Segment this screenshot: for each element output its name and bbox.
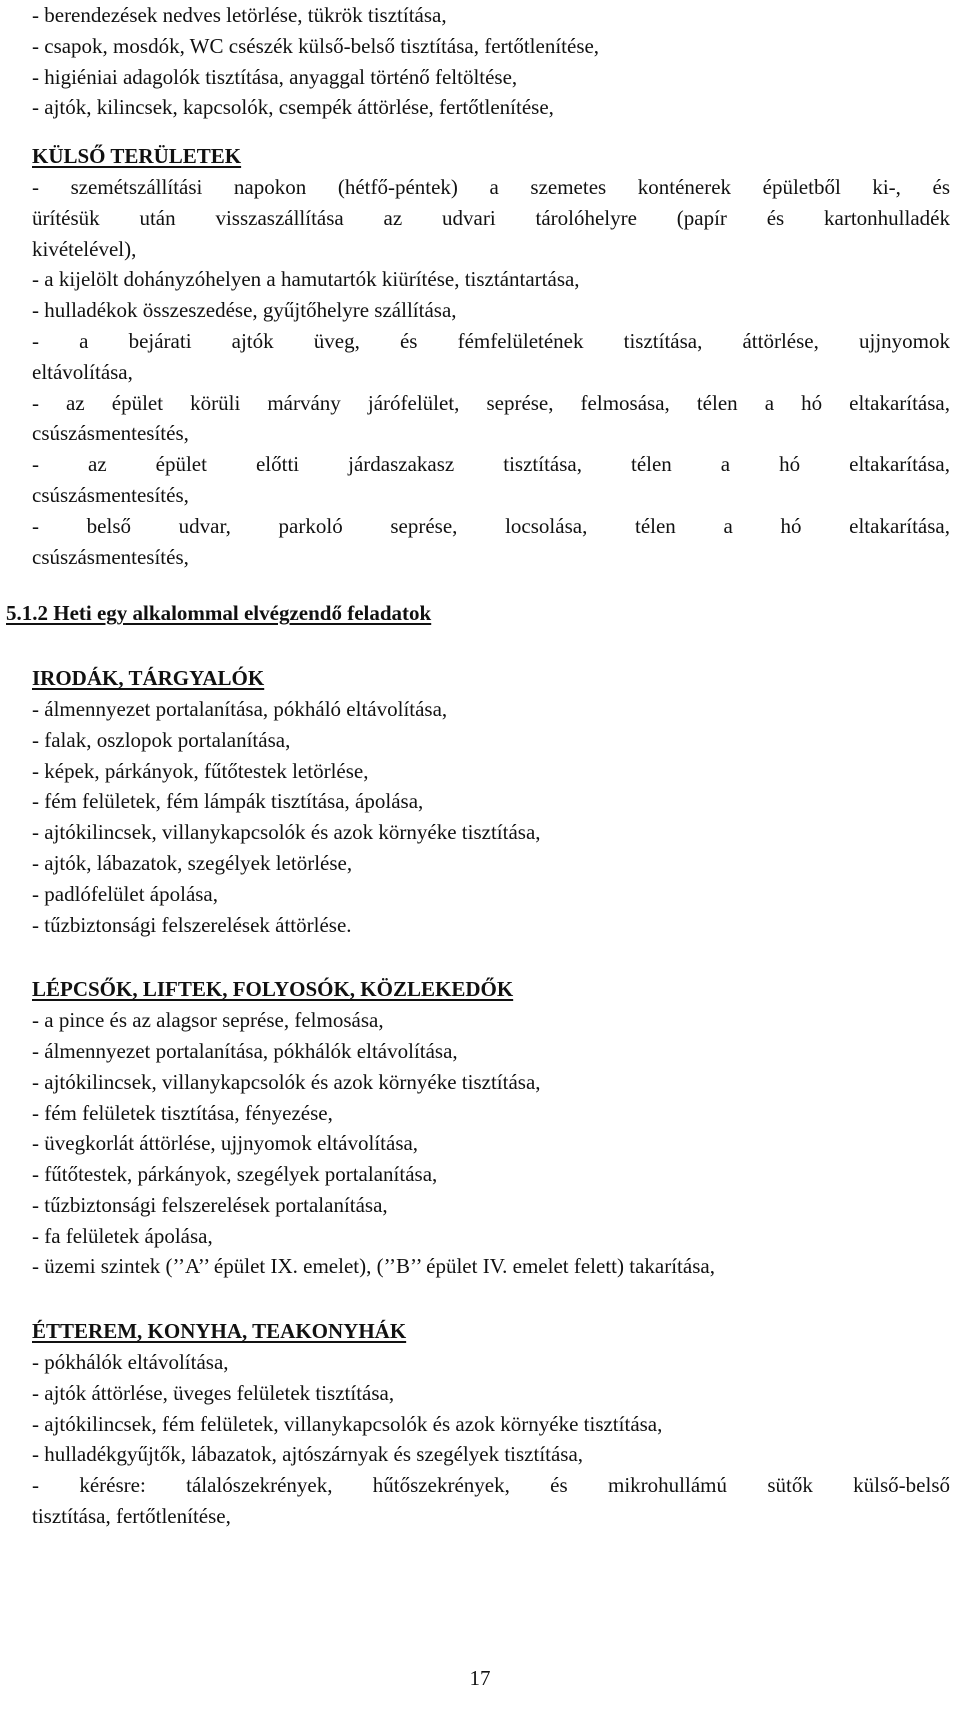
- list-item: - pókhálók eltávolítása,: [32, 1350, 229, 1375]
- list-item: - ajtók áttörlése, üveges felületek tisztítása,: [32, 1380, 395, 1405]
- list-item: - a kijelölt dohányzóhelyen a hamutartók kiürítése, tisztántartása,: [32, 267, 580, 292]
- list-item: - álmennyezet portalanítása, pókháló eltávolítása,: [32, 696, 448, 721]
- list-item: kivételével),: [32, 236, 137, 261]
- section-heading-irodak: IRODÁK, TÁRGYALÓK: [32, 666, 265, 691]
- list-item: - ajtókilincsek, fém felületek, villanykapcsolók és azok környéke tisztítása,: [32, 1411, 663, 1436]
- list-item: - tűzbiztonsági felszerelések áttörlése.: [32, 912, 352, 937]
- list-item: - fa felületek ápolása,: [32, 1223, 213, 1248]
- list-item: - padlófelület ápolása,: [32, 881, 219, 906]
- kulso-list: [32, 172, 950, 572]
- list-item: ürítésük után visszaszállítása az udvari tárolóhelyre (papír és kartonhulladék: [32, 205, 950, 230]
- list-item: - berendezések nedves letörlése, tükrök tisztítása,: [32, 3, 447, 27]
- list-item: - a bejárati ajtók üveg, és fémfelületének tisztítása, áttörlése, ujjnyomok: [32, 328, 950, 353]
- section-heading-lepcsok: LÉPCSŐK, LIFTEK, FOLYOSÓK, KÖZLEKEDŐK: [32, 977, 514, 1002]
- section-heading-kulso: KÜLSŐ TERÜLETEK: [32, 144, 242, 169]
- list-item: - fűtőtestek, párkányok, szegélyek portalanítása,: [32, 1162, 438, 1187]
- list-item: - ajtókilincsek, villanykapcsolók és azok környéke tisztítása,: [32, 820, 541, 845]
- lepcsok-list: [32, 1005, 950, 1282]
- list-item: - hulladékgyűjtők, lábazatok, ajtószárnyak és szegélyek tisztítása,: [32, 1442, 584, 1467]
- list-item: - képek, párkányok, fűtőtestek letörlése,: [32, 758, 369, 783]
- list-item: tisztítása, fertőtlenítése,: [32, 1504, 231, 1529]
- list-item: - üvegkorlát áttörlése, ujjnyomok eltávolítása,: [32, 1131, 419, 1156]
- list-item: - csapok, mosdók, WC csészék külső-belső tisztítása, fertőtlenítése,: [32, 33, 600, 58]
- list-item: - falak, oszlopok portalanítása,: [32, 727, 291, 752]
- list-item: - a pince és az alagsor seprése, felmosása,: [32, 1008, 384, 1033]
- list-item: eltávolítása,: [32, 359, 133, 384]
- page-number: 17: [469, 1666, 491, 1690]
- list-item: - szemétszállítási napokon (hétfő-péntek) a szemetes konténerek épületből ki-, és: [32, 174, 950, 199]
- list-item: - az épület körüli márvány járófelület, seprése, felmosása, télen a hó eltakarítása,: [32, 390, 950, 415]
- list-item: - fém felületek tisztítása, fényezése,: [32, 1100, 333, 1125]
- irodak-list: [32, 694, 950, 940]
- list-item: - ajtók, lábazatok, szegélyek letörlése,: [32, 850, 353, 875]
- document-page: [6, 0, 950, 1532]
- list-item: - ajtók, kilincsek, kapcsolók, csempék áttörlése, fertőtlenítése,: [32, 95, 554, 120]
- list-item: - belső udvar, parkoló seprése, locsolása, télen a hó eltakarítása,: [32, 513, 950, 538]
- section-heading-etterem: ÉTTEREM, KONYHA, TEAKONYHÁK: [32, 1319, 407, 1344]
- list-item: - tűzbiztonsági felszerelések portalanítása,: [32, 1192, 388, 1217]
- list-item: - kérésre: tálalószekrények, hűtőszekrények, és mikrohullámú sütők külső-belső: [32, 1473, 950, 1498]
- intro-list: [32, 0, 950, 123]
- section-title: 5.1.2 Heti egy alkalommal elvégzendő feladatok: [6, 601, 432, 626]
- list-item: csúszásmentesítés,: [32, 544, 189, 569]
- list-item: - hulladékok összeszedése, gyűjtőhelyre szállítása,: [32, 298, 457, 323]
- list-item: csúszásmentesítés,: [32, 482, 189, 507]
- list-item: - ajtókilincsek, villanykapcsolók és azok környéke tisztítása,: [32, 1069, 541, 1094]
- list-item: - az épület előtti járdaszakasz tisztítása, télen a hó eltakarítása,: [32, 452, 950, 477]
- list-item: csúszásmentesítés,: [32, 421, 189, 446]
- list-item: - fém felületek, fém lámpák tisztítása, ápolása,: [32, 789, 424, 814]
- list-item: - üzemi szintek (’’A’’ épület IX. emelet), (’’B’’ épület IV. emelet felett) takarítása,: [32, 1254, 715, 1279]
- list-item: - álmennyezet portalanítása, pókhálók eltávolítása,: [32, 1038, 458, 1063]
- etterem-list: [32, 1347, 950, 1532]
- list-item: - higiéniai adagolók tisztítása, anyaggal történő feltöltése,: [32, 64, 518, 89]
